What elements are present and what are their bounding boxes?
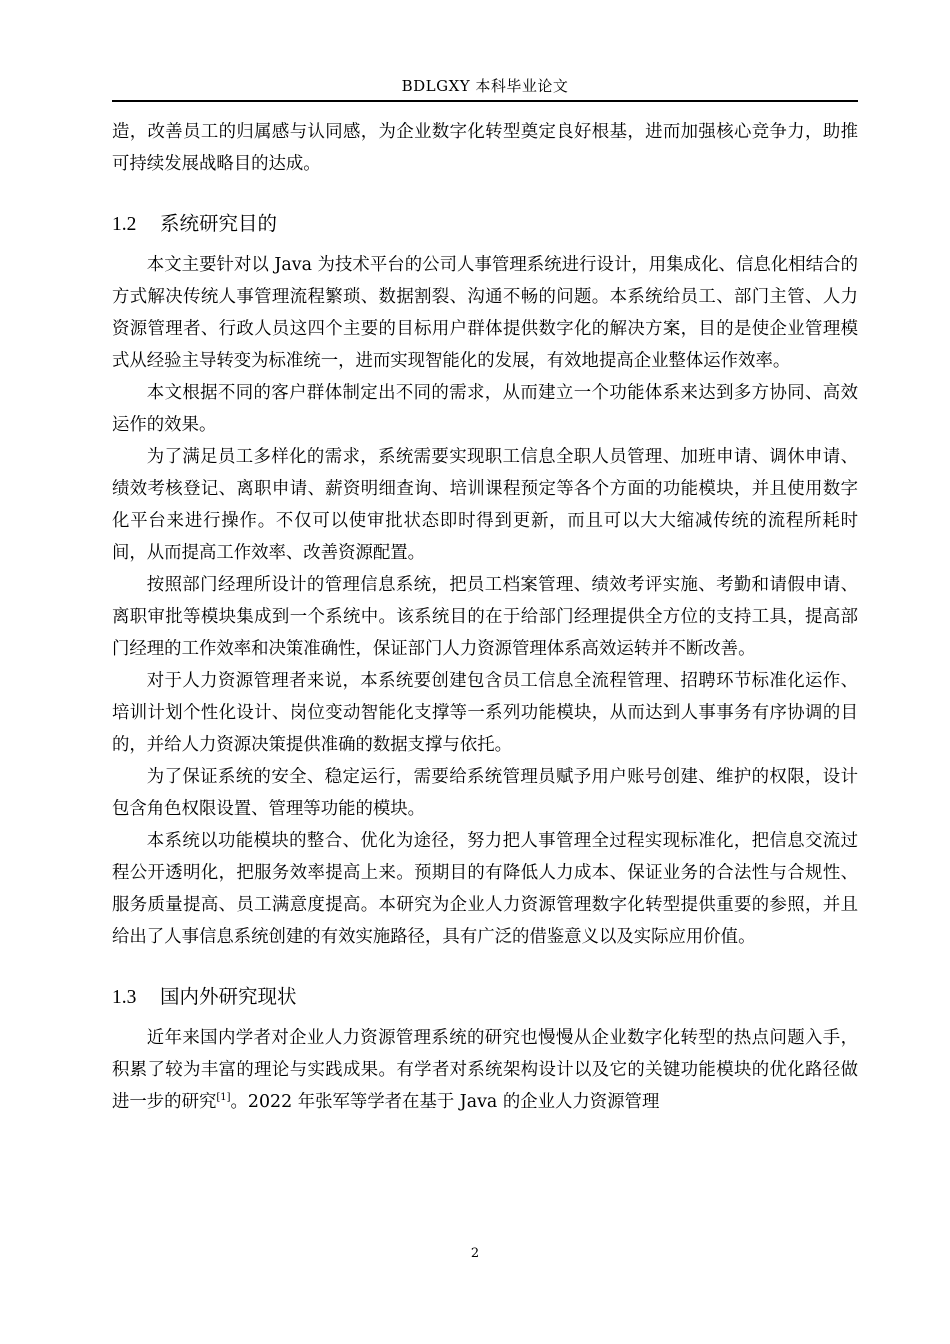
paragraph-text: 近年来国内学者对企业人力资源管理系统的研究也慢慢从企业数字化转型的热点问题入手，积累了较为丰富的理论与实践成果。有学者对系统架构设计以及它的关键功能模块的优化路径做进一步的研究 [112, 1028, 858, 1112]
header-rule [112, 100, 858, 102]
citation-reference[interactable]: [1] [216, 1092, 231, 1104]
body-paragraph: 按照部门经理所设计的管理信息系统，把员工档案管理、绩效考评实施、考勤和请假申请、离职审批等模块集成到一个系统中。该系统目的在于给部门经理提供全方位的支持工具，提高部门经理的工作效率和决策准确性，保证部门人力资源管理体系高效运转并不断改善。 [112, 575, 858, 659]
continuation-paragraph: 造，改善员工的归属感与认同感，为企业数字化转型奠定良好根基，进而加强核心竞争力，助推可持续发展战略目的达成。 [112, 122, 858, 174]
body-paragraph: 为了保证系统的安全、稳定运行，需要给系统管理员赋予用户账号创建、维护的权限，设计包含角色权限设置、管理等功能的模块。 [112, 767, 858, 819]
body-paragraph: 本文根据不同的客户群体制定出不同的需求，从而建立一个功能体系来达到多方协同、高效运作的效果。 [112, 383, 858, 435]
page-number: 2 [470, 1246, 480, 1261]
page-content [112, 116, 858, 1118]
body-paragraph-with-citation [112, 1022, 858, 1118]
paragraph-text: 。2022 年张军等学者在基于 Java 的企业人力资源管理 [230, 1092, 660, 1112]
section-title: 系统研究目的 [160, 212, 278, 235]
body-paragraph: 对于人力资源管理者来说，本系统要创建包含员工信息全流程管理、招聘环节标准化运作、培训计划个性化设计、岗位变动智能化支撑等一系列功能模块，从而达到人事事务有序协调的目的，并给人力资源决策提供准确的数据支撑与依托。 [112, 671, 858, 755]
section-title: 国内外研究现状 [160, 985, 297, 1008]
body-paragraph: 本系统以功能模块的整合、优化为途径，努力把人事管理全过程实现标准化，把信息交流过程公开透明化，把服务效率提高上来。预期目的有降低人力成本、保证业务的合法性与合规性、服务质量提高、员工满意度提高。本研究为企业人力资源管理数字化转型提供重要的参照，并且给出了人事信息系统创建的有效实施路径，具有广泛的借鉴意义以及实际应用价值。 [112, 831, 858, 947]
body-paragraph: 为了满足员工多样化的需求，系统需要实现职工信息全职人员管理、加班申请、调休申请、绩效考核登记、离职申请、薪资明细查询、培训课程预定等各个方面的功能模块，并且使用数字化平台来进行操作。不仅可以使审批状态即时得到更新，而且可以大大缩减传统的流程所耗时间，从而提高工作效率、改善资源配置。 [112, 447, 858, 563]
section-number: 1.2 [112, 214, 137, 235]
body-paragraph: 本文主要针对以 Java 为技术平台的公司人事管理系统进行设计，用集成化、信息化相结合的方式解决传统人事管理流程繁琐、数据割裂、沟通不畅的问题。本系统给员工、部门主管、人力资源管理者、行政人员这四个主要的目标用户群体提供数字化的解决方案，目的是使企业管理模式从经验主导转变为标准统一，进而实现智能化的发展，有效地提高企业整体运作效率。 [112, 255, 858, 371]
section-heading-1-2 [112, 210, 858, 239]
running-header: BDLGXY 本科毕业论文 [401, 77, 569, 95]
section-heading-1-3 [112, 983, 858, 1012]
section-number: 1.3 [112, 987, 137, 1008]
